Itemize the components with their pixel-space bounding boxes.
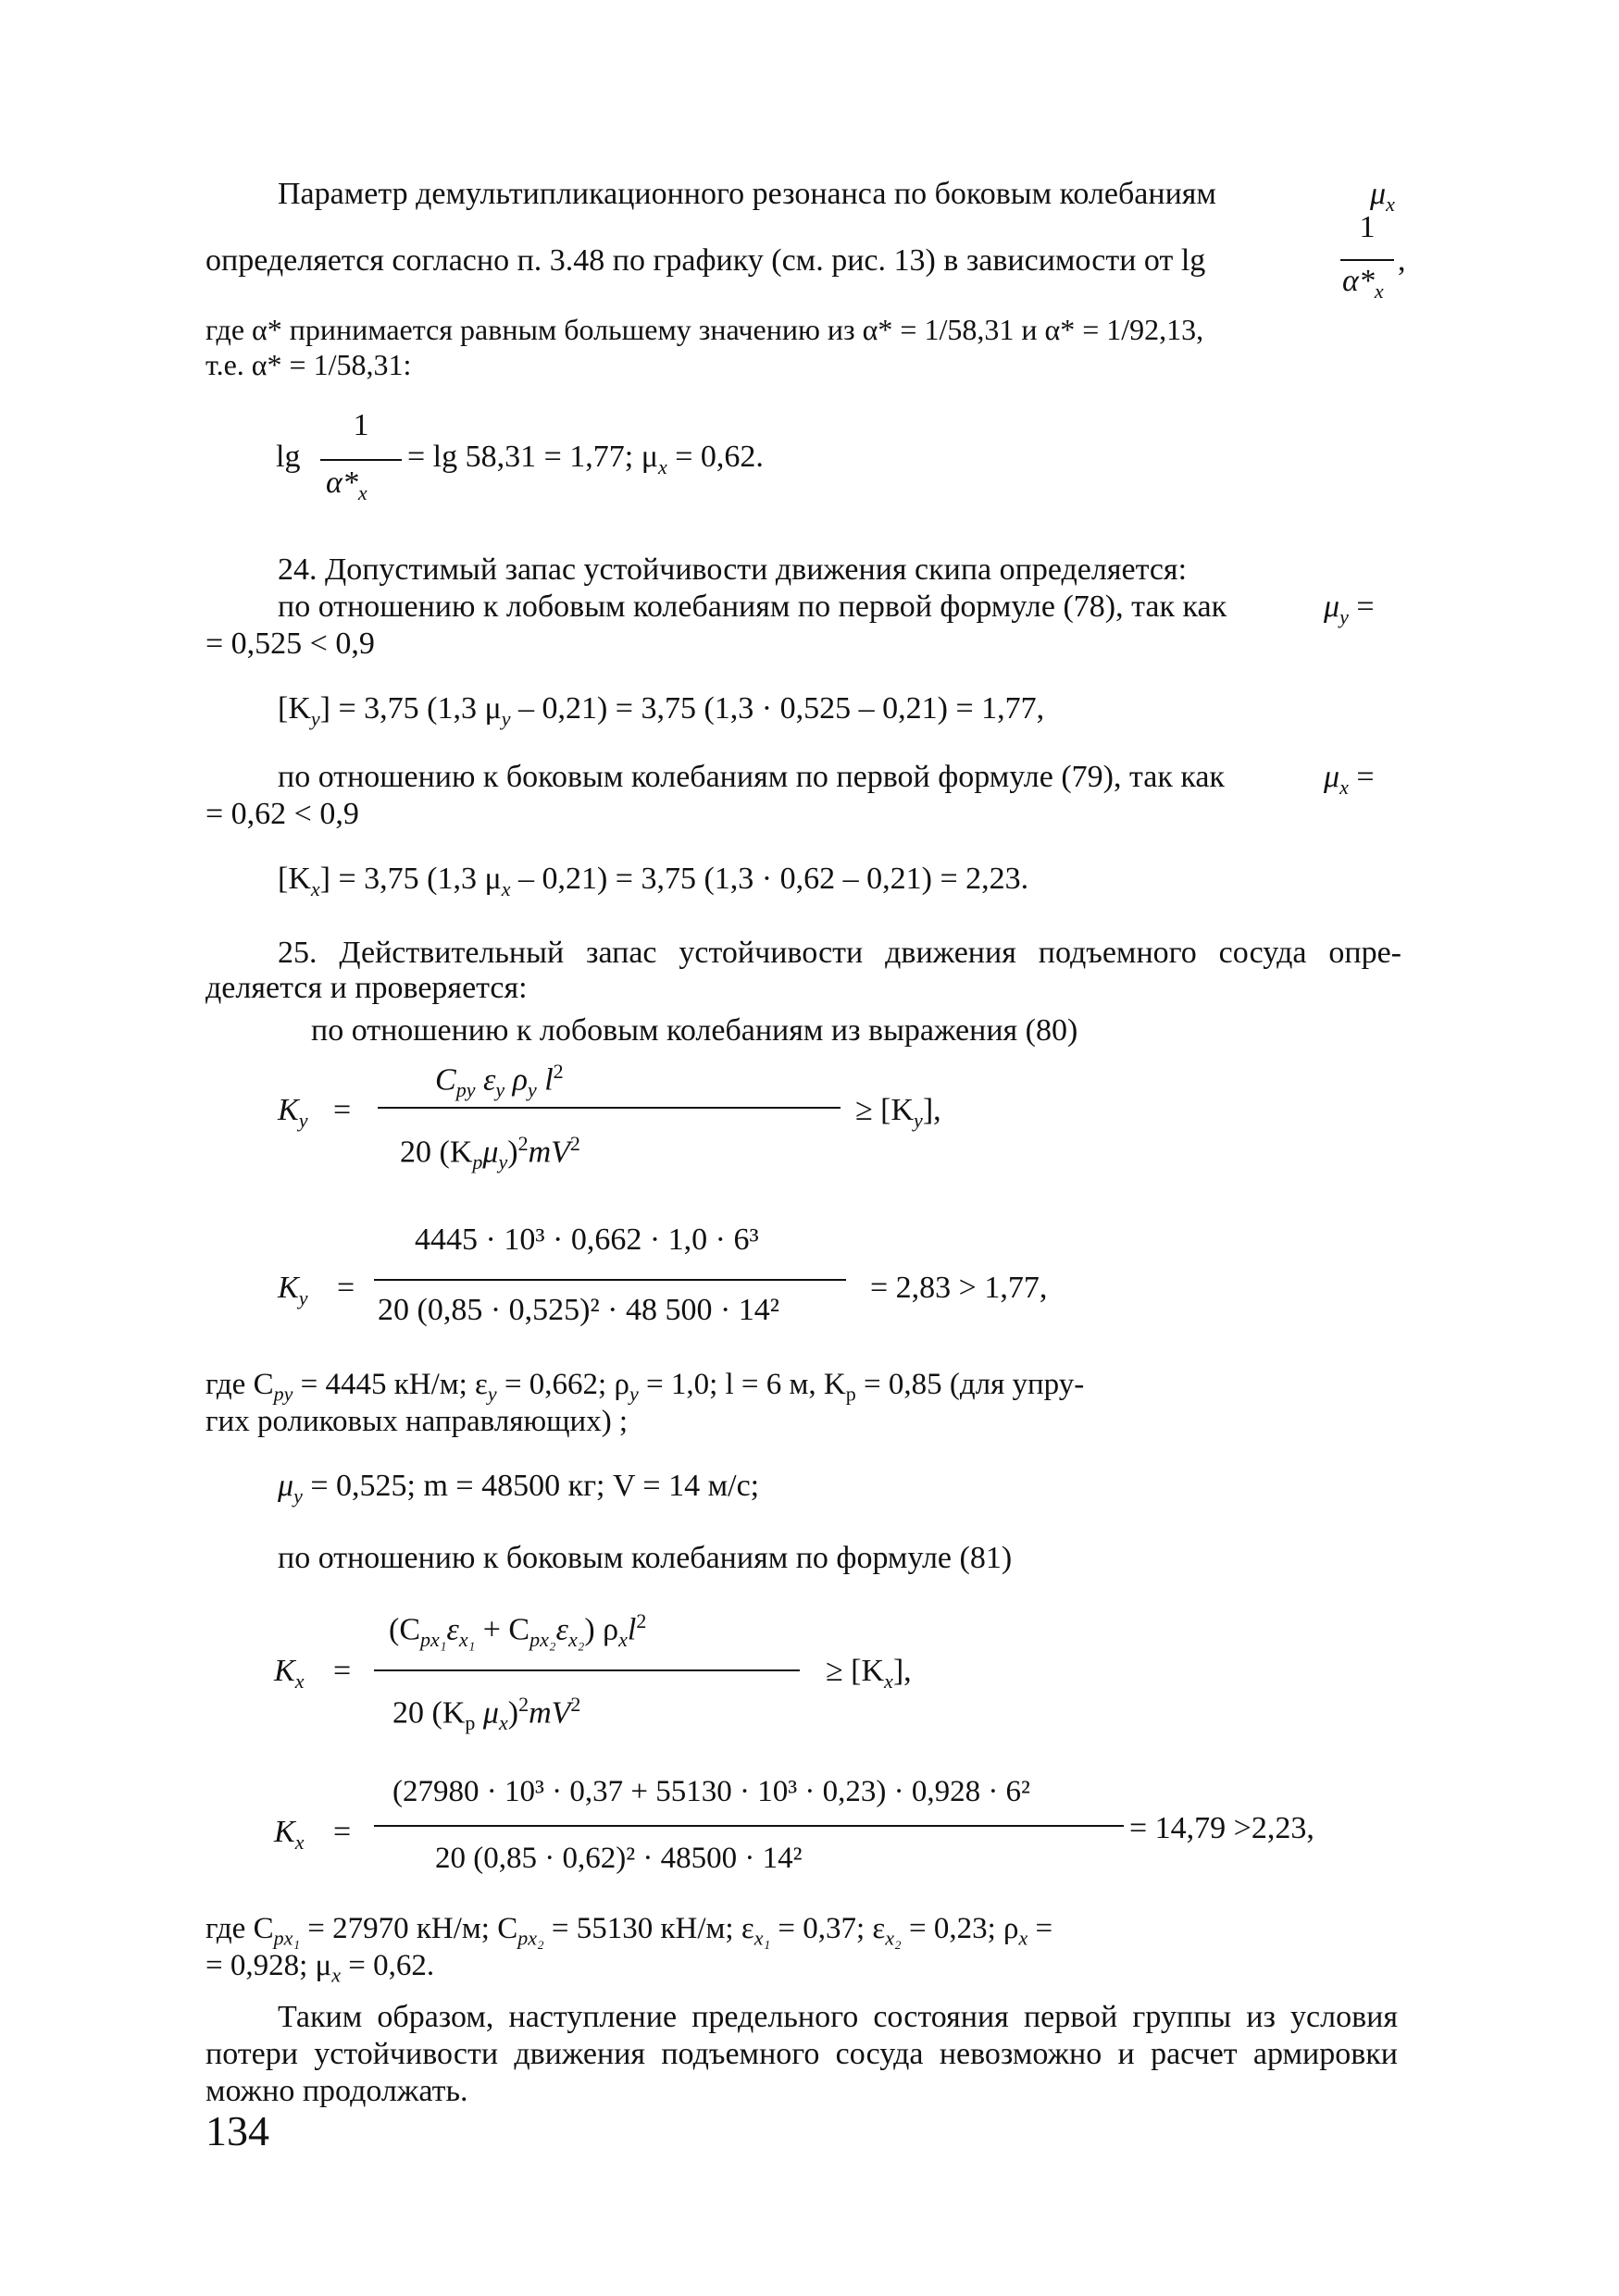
intro-frac-den: [1342, 263, 1384, 310]
ky-num-sup: 2: [553, 1060, 564, 1083]
s24-mu-y: [1324, 589, 1375, 636]
w3-f: =: [1027, 1912, 1053, 1945]
lg-rest-end: = 0,62.: [675, 440, 764, 474]
ky-den-sup2: 2: [569, 1132, 580, 1155]
mu-sub: x: [1386, 192, 1395, 216]
kx-den-sup: 2: [518, 1693, 529, 1716]
kx2-den: 20 (0,85 · 0,62)² · 48500 · 14²: [435, 1842, 803, 1875]
s25-line-2: деляется и проверяется:: [205, 971, 528, 1005]
s24-line-6: = 0,62 < 0,9: [205, 797, 359, 831]
kx-num: [389, 1603, 646, 1658]
s24-line-5: [278, 759, 1225, 796]
s24-l5-text: по отношению к боковым колебаниям по первой формуле (79), так как: [278, 760, 1225, 794]
s24-formula-1: [278, 690, 1044, 738]
ky2-k: K: [278, 1271, 299, 1305]
intro-line-2: [205, 242, 1205, 279]
intro-frac-bar: [1340, 259, 1394, 261]
w1-sub4: p: [845, 1382, 856, 1406]
muy-sub: y: [293, 1483, 303, 1508]
ky-num-sub: py: [455, 1078, 476, 1102]
w1-sub3: y: [629, 1382, 639, 1406]
ky-num-eps-sub: y: [495, 1078, 505, 1102]
kx2-k: K: [274, 1815, 295, 1849]
w3-a: где C: [205, 1912, 274, 1945]
w1-b: = 4445 кН/м; ε: [293, 1368, 488, 1401]
ky2-den: 20 (0,85 · 0,525)² · 48 500 · 14²: [378, 1293, 779, 1327]
intro-text-4: т.е. α* = 1/58,31:: [205, 348, 412, 381]
s24-mu2: μ: [1324, 760, 1340, 794]
where-4: [205, 1947, 434, 1994]
f1-rest: ] = 3,75 (1,3 μ: [319, 691, 502, 726]
f2-rest: ] = 3,75 (1,3 μ: [319, 862, 502, 896]
frac-den-sub: x: [1374, 279, 1384, 303]
s24-formula-2: [278, 861, 1028, 908]
ky-eq: =: [333, 1093, 352, 1127]
s24-line-2: [278, 589, 1227, 626]
s24-title: 24. Допустимый запас устойчивости движения скипа определяется:: [278, 552, 1188, 587]
kx-den-mu: μ: [475, 1695, 499, 1731]
kx-cmp-a: ≥ [K: [826, 1654, 885, 1688]
ky-num: [435, 1053, 564, 1109]
ky2-sub: y: [298, 1285, 308, 1309]
f2-end: – 0,21) = 3,75 (1,3 · 0,62 – 0,21) = 2,23.: [510, 862, 1029, 896]
ky-den-a: 20 (K: [400, 1135, 473, 1170]
kx-num-e1: ε: [446, 1612, 459, 1647]
ky-frac-bar: [378, 1107, 841, 1109]
ky-num-rho: ρ: [504, 1062, 528, 1098]
lg-rest-text: = lg 58,31 = 1,77; μ: [407, 440, 658, 474]
w3-e: = 0,23; ρ: [901, 1912, 1019, 1945]
s24-mu-sub: y: [1339, 604, 1349, 628]
w3-b: = 27970 кН/м; C: [300, 1912, 518, 1945]
w4-b: = 0,62.: [341, 1949, 435, 1982]
muy-line: [278, 1468, 759, 1515]
ky-den-sub: p: [472, 1150, 483, 1174]
w1-d: = 1,0; l = 6 м, K: [638, 1368, 846, 1401]
kx-num-rho: ) ρ: [584, 1612, 619, 1647]
page-number: 134: [205, 2107, 269, 2154]
ky-lhs-sub: y: [298, 1108, 308, 1132]
ky-num-eps: ε: [475, 1062, 496, 1098]
s24-mu-x: [1324, 759, 1375, 806]
kx2-frac-bar: [374, 1825, 1124, 1827]
f2-sub: x: [310, 876, 320, 900]
kx-frac-bar: [374, 1669, 800, 1671]
ky2-lhs: [278, 1270, 307, 1317]
kx-num-plus: + C: [475, 1612, 530, 1647]
f1-sub: y: [310, 706, 320, 730]
w1-e: = 0,85 (для упру-: [855, 1368, 1085, 1401]
f1-end: – 0,21) = 3,75 (1,3 · 0,525 – 0,21) = 1,77,: [510, 691, 1045, 726]
conclusion-1: Таким образом, наступление предельного состояния первой группы из условия: [278, 2000, 1398, 2034]
muy-mu: μ: [278, 1469, 294, 1503]
kx-den-sup2: 2: [570, 1693, 581, 1716]
ky-num-c: C: [435, 1062, 456, 1098]
kx-den-paren: ): [507, 1695, 519, 1731]
w3-s3: x₁: [753, 1926, 771, 1950]
conclusion-3: можно продолжать.: [205, 2074, 468, 2108]
kx2-num: (27980 · 10³ · 0,37 + 55130 · 10³ · 0,23) · 0,928 · 6²: [392, 1775, 1030, 1808]
w4-sub: x: [331, 1963, 341, 1987]
s25-line-1: 25. Действительный запас устойчивости движения подъемного сосуда опре-: [278, 936, 1401, 970]
lg-frac-num: 1: [353, 408, 369, 442]
ky-cmp: [855, 1092, 941, 1139]
kx-num-s4: x₂: [567, 1628, 585, 1652]
w3-s1: px₁: [273, 1926, 301, 1950]
w3-c: = 55130 кН/м; ε: [543, 1912, 754, 1945]
kx-num-e2: ε: [555, 1612, 568, 1647]
f1-a: [K: [278, 691, 311, 726]
ky-num-l: l: [536, 1062, 554, 1098]
w3-s4: x₂: [885, 1926, 902, 1950]
kx2-lhs: [274, 1814, 304, 1861]
intro-line-1: [278, 176, 1216, 213]
intro-line-4: [205, 346, 411, 383]
ky-lhs: [278, 1092, 307, 1139]
intro-comma: ,: [1398, 243, 1406, 278]
kx2-res: = 14,79 >2,23,: [1129, 1811, 1314, 1845]
w3-s5: x: [1018, 1926, 1028, 1950]
conclusion-2: потери устойчивости движения подъемного сосуда невозможно и расчет армировки: [205, 2037, 1398, 2071]
kx-num-a: (C: [389, 1612, 420, 1647]
lg-rest: [407, 439, 764, 486]
s24-eq: =: [1356, 590, 1375, 624]
intro-frac-num: 1: [1359, 210, 1376, 244]
kx-den-sub2: x: [498, 1711, 508, 1735]
kx-eq: =: [333, 1654, 352, 1688]
s24-eq2: =: [1356, 760, 1375, 794]
kx-num-l: l: [627, 1612, 637, 1647]
ky-den-mu-sub: y: [498, 1150, 508, 1174]
ky-cmp-sub: y: [914, 1108, 923, 1132]
ky-den-mv: mV: [528, 1135, 570, 1170]
frac-den-text: α*: [1342, 264, 1375, 298]
w1-sub2: y: [487, 1382, 497, 1406]
ky2-eq: =: [337, 1271, 355, 1305]
lg-frac-den: [326, 465, 367, 512]
f2-sub2: x: [501, 876, 511, 900]
kx2-eq: =: [333, 1815, 352, 1849]
w1-c: = 0,662; ρ: [496, 1368, 629, 1401]
intro-line-3: [205, 311, 1203, 348]
kx-lhs: [274, 1653, 304, 1700]
ky2-res: = 2,83 > 1,77,: [870, 1271, 1048, 1305]
muy-rest: = 0,525; m = 48500 кг; V = 14 м/с;: [302, 1469, 760, 1503]
s25-line-3: по отношению к лобовым колебаниям из выражения (80): [311, 1013, 1078, 1048]
ky2-frac-bar: [374, 1279, 846, 1281]
kx-den-sub: p: [465, 1711, 476, 1735]
kx-cmp-end: ],: [892, 1654, 912, 1688]
mu-symbol: μ: [1370, 177, 1387, 211]
intro-text-2: определяется согласно п. 3.48 по графику (см. рис. 13) в зависимости от lg: [205, 243, 1206, 278]
kx-num-s5: x: [618, 1628, 628, 1652]
kx-cmp-sub: x: [884, 1669, 893, 1693]
lg-rest-sub: x: [657, 454, 667, 478]
lg-den-text: α*: [326, 465, 358, 500]
lg-frac-bar: [320, 459, 402, 461]
ky-lhs-k: K: [278, 1093, 299, 1127]
intro-text-3: где α* принимается равным большему значению из α* = 1/58,31 и α* = 1/92,13,: [205, 313, 1204, 346]
ky-den-mu: μ: [482, 1135, 499, 1170]
s24-line-3: = 0,525 < 0,9: [205, 627, 375, 661]
kx-den: [392, 1686, 580, 1742]
ky-num-rho-sub: y: [527, 1078, 537, 1102]
w3-d: = 0,37; ε: [770, 1912, 886, 1945]
kx-num-s3: px₂: [529, 1628, 556, 1652]
lg-prefix: lg: [276, 440, 301, 474]
w1-a: где C: [205, 1368, 274, 1401]
kx2-sub: x: [294, 1830, 305, 1854]
kx-num-sup: 2: [636, 1609, 647, 1632]
w3-s2: px₂: [517, 1926, 544, 1950]
ky-den-sup: 2: [517, 1132, 529, 1155]
w4-a: = 0,928; μ: [205, 1949, 332, 1982]
where-2: гих роликовых направляющих) ;: [205, 1405, 629, 1438]
kx-cmp: [826, 1653, 912, 1700]
kx-k: K: [274, 1654, 295, 1688]
s24-mu2-sub: x: [1339, 775, 1349, 799]
s24-l2-text: по отношению к лобовым колебаниям по первой формуле (78), так как: [278, 590, 1227, 624]
f2-a: [K: [278, 862, 311, 896]
kx-den-mv: mV: [529, 1695, 571, 1731]
s24-mu: μ: [1324, 590, 1340, 624]
s25-side-line: по отношению к боковым колебаниям по формуле (81): [278, 1541, 1013, 1575]
ky2-num: 4445 · 10³ · 0,662 · 1,0 · 6³: [415, 1222, 759, 1257]
ky-cmp-a: ≥ [K: [855, 1093, 915, 1127]
ky-den-paren: ): [507, 1135, 518, 1170]
ky-cmp-end: ],: [922, 1093, 941, 1127]
ky-den: [400, 1125, 580, 1181]
kx-num-s2: x₁: [458, 1628, 476, 1652]
intro-text-1: Параметр демультипликационного резонанса по боковым колебаниям: [278, 177, 1216, 211]
kx-num-s1: px₁: [420, 1628, 447, 1652]
f1-sub2: y: [501, 706, 511, 730]
lg-den-sub: x: [357, 480, 367, 504]
w1-sub: py: [273, 1382, 293, 1406]
kx-sub: x: [294, 1669, 305, 1693]
kx-den-a: 20 (K: [392, 1695, 466, 1731]
